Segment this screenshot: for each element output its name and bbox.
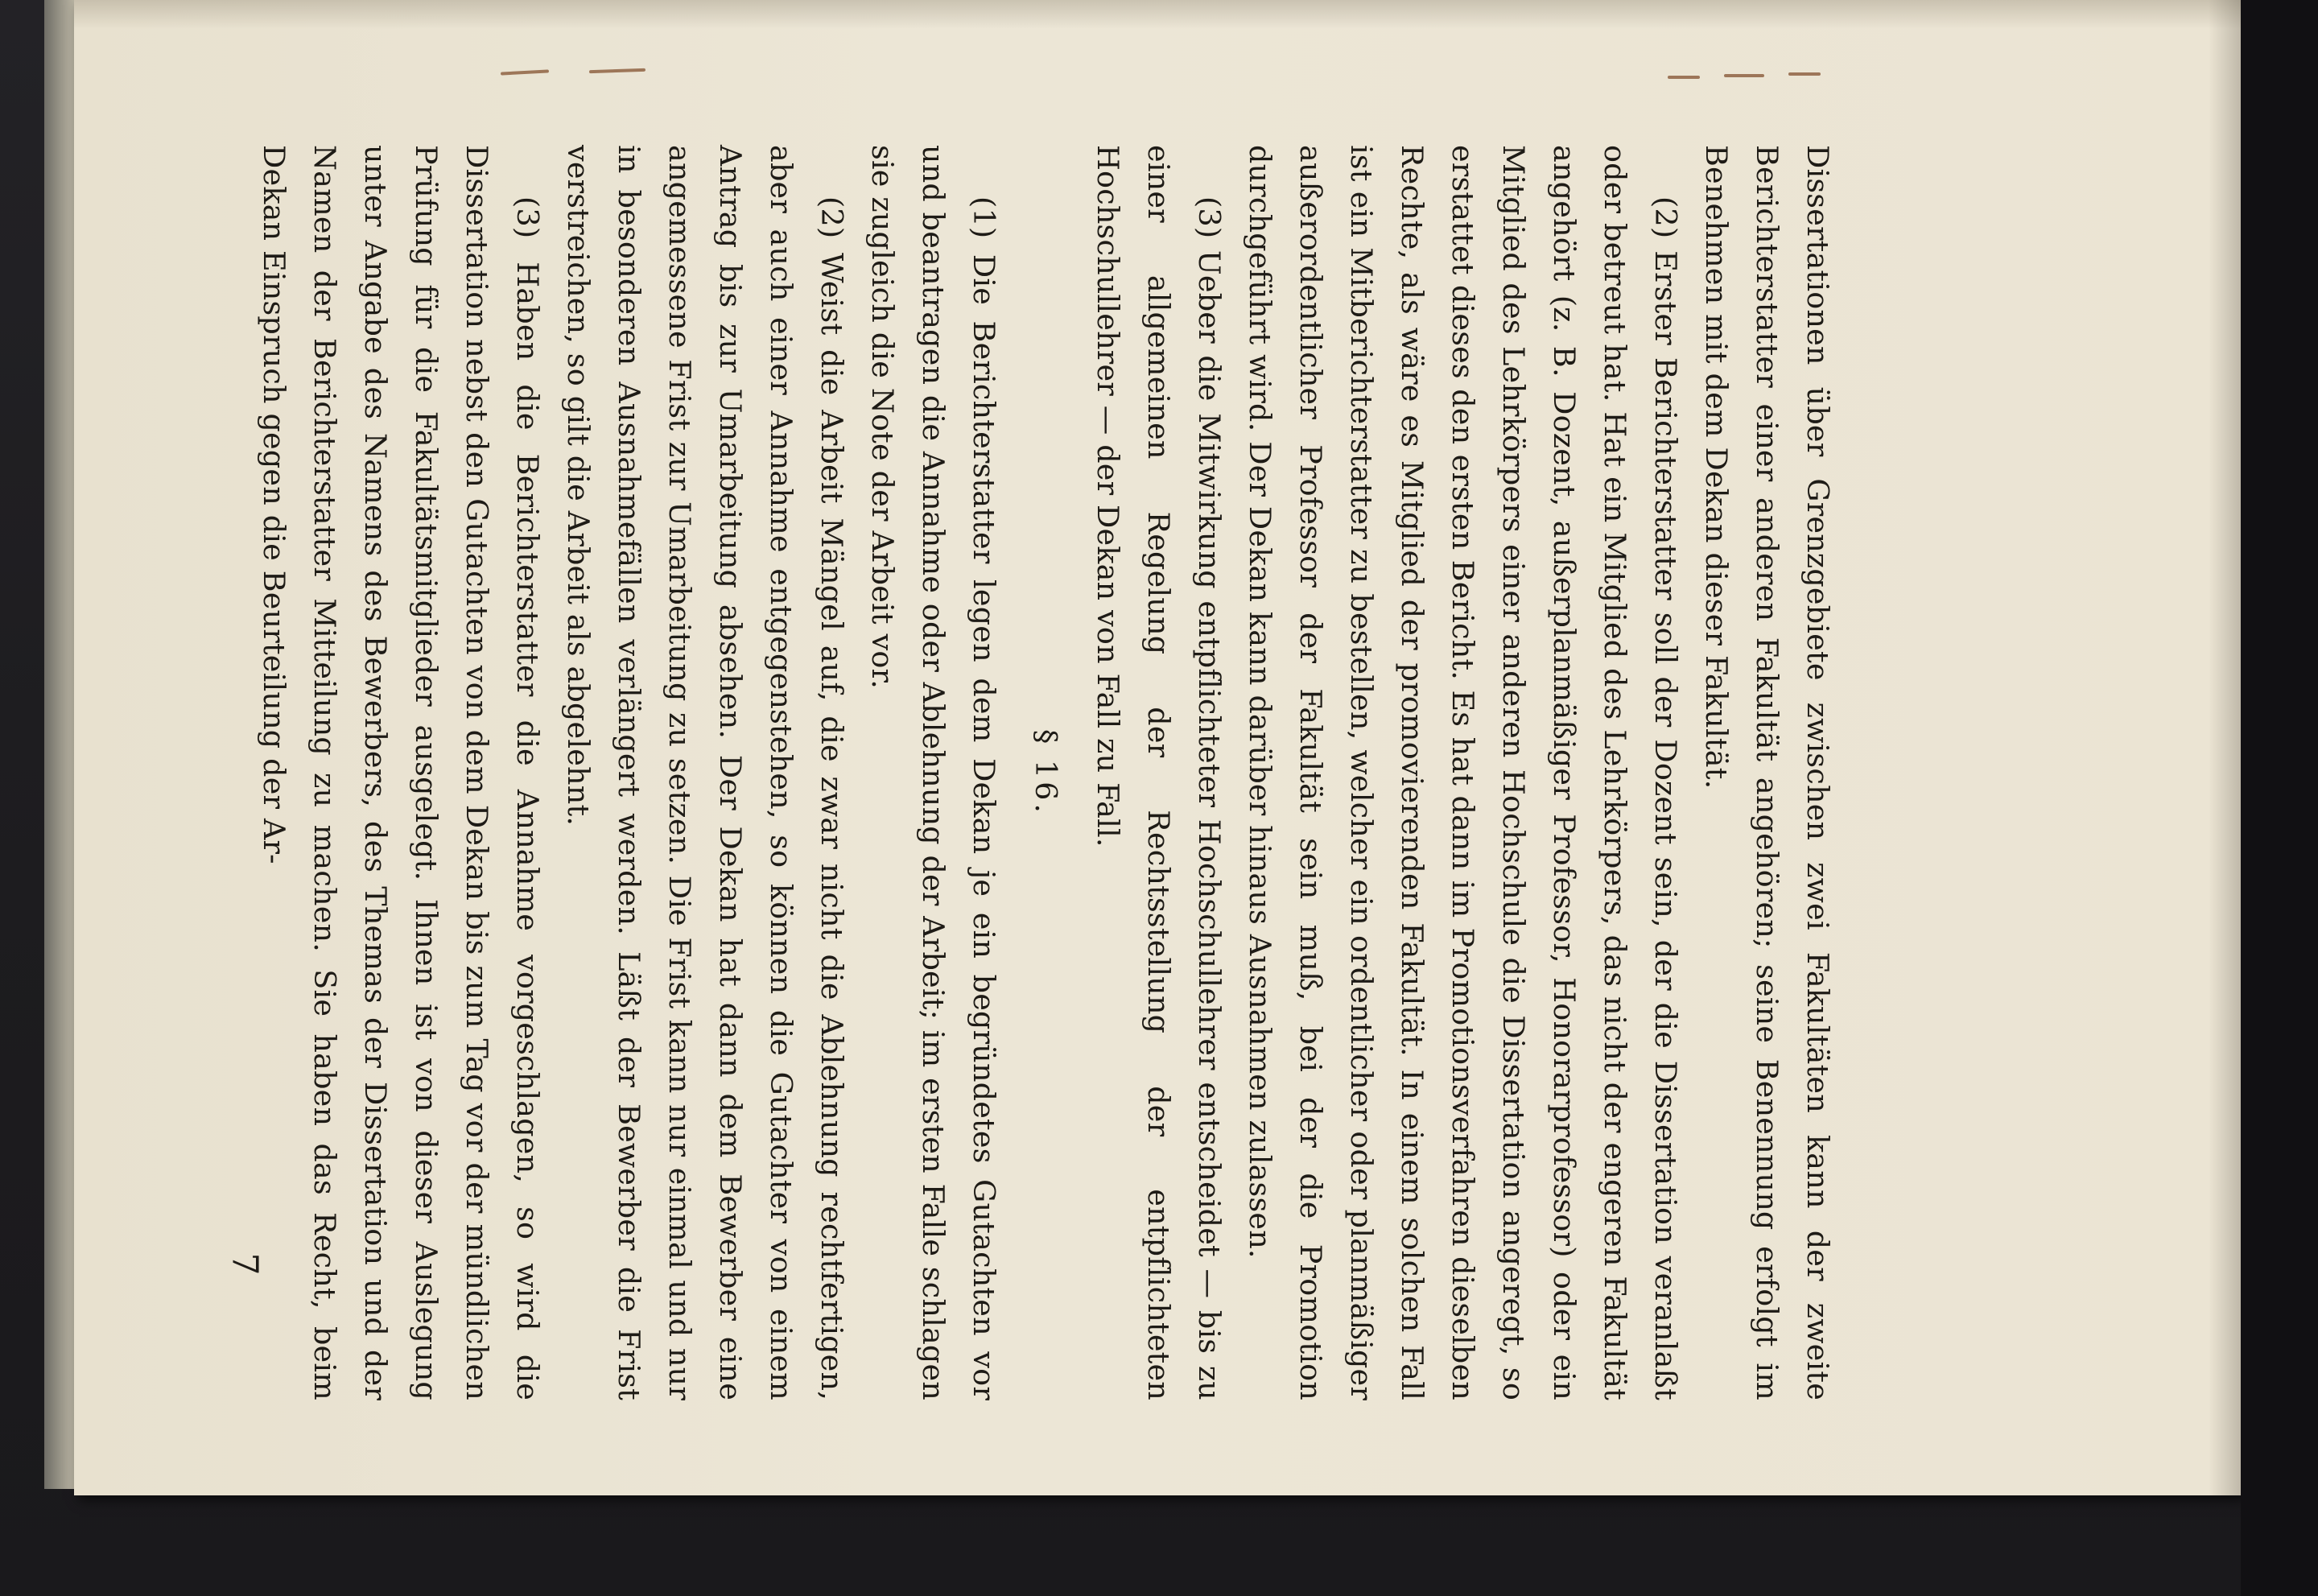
margin-mark bbox=[1668, 76, 1700, 79]
paragraph: (2) Erster Berichterstatter soll der Dozent sein, der die Dissertation veranlaßt oder betreut hat. Hat ein Mitglied des Lehrkörpers, das nicht der engeren Fakultät angehört (z. B. Dozent, außerplanmäßiger Professor, Honorarprofessor) oder ein Mitglied des Lehrkörpers einer anderen Hochschule die Dissertation angeregt, so erstattet dieses den ersten Bericht. Es hat dann im Promotionsverfahren dieselben Rechte, als wäre es Mitglied der promovierenden Fakultät. In einem solchen Fall ist ein Mitberichterstatter zu bestellen, welcher ein ordentlicher oder planmäßiger außerordentlicher Professor der Fakultät sein muß, bei der die Promotion durchgeführt wird. Der Dekan kann darüber hinaus Ausnahmen zulassen. bbox=[1243, 145, 1683, 1400]
section-heading: § 16. bbox=[1029, 729, 1063, 816]
page-number: 7 bbox=[224, 1252, 266, 1276]
binding-shadow bbox=[2241, 0, 2318, 1596]
paragraph: (3) Haben die Berichterstatter die Annahme vorgeschlagen, so wird die Dissertation nebst den Gutachten von dem Dekan bis zum Tag vor der mündlichen Prüfung für die Fakultätsmitglieder ausgelegt. Ihnen ist von dieser Auslegung unter Angabe des Namens des Bewerbers, des Themas der Dissertation und der Namen der Berichterstatter Mitteilung zu machen. Sie haben das Recht, beim Dekan Einspruch gegen die Beurteilung der Ar- bbox=[257, 145, 545, 1400]
margin-mark bbox=[501, 69, 549, 75]
paragraph: (2) Weist die Arbeit Mängel auf, die zwar nicht die Ablehnung rechtfertigen, aber auch einer Annahme entgegenstehen, so können die Gutachter von einem Antrag bis zur Umarbeitung absehen. Der Dekan hat dann dem Bewerber eine angemessene Frist zur Umarbeitung zu setzen. Die Frist kann nur einmal und nur in besonderen Ausnahmefällen verlängert werden. Läßt der Bewerber die Frist verstreichen, so gilt die Arbeit als abgelehnt. bbox=[561, 145, 849, 1400]
margin-mark bbox=[1724, 74, 1764, 77]
paragraph: (1) Die Berichterstatter legen dem Dekan je ein begründetes Gutachten vor und beantragen die Annahme oder Ablehnung der Arbeit; im ersten Falle schlagen sie zugleich die Note der Arbeit vor. bbox=[865, 145, 1001, 1400]
page-gutter bbox=[2209, 0, 2241, 1495]
paragraph: (3) Ueber die Mitwirkung entpflichteter Hochschullehrer entscheidet — bis zu einer allgemeinen Regelung der Rechtsstellung der entpflichteten Hochschullehrer — der Dekan von Fall zu Fall. bbox=[1091, 145, 1227, 1400]
rotated-text-area bbox=[257, 145, 1843, 1400]
page-text bbox=[257, 145, 1843, 1400]
margin-mark bbox=[589, 68, 645, 73]
paragraph: Dissertationen über Grenzgebiete zwischen zwei Fakultäten kann der zweite Berichterstatter einer anderen Fakultät angehören; seine Benennung erfolgt im Benehmen mit dem Dekan dieser Fakultät. bbox=[1699, 145, 1835, 1400]
margin-mark bbox=[1788, 72, 1821, 76]
